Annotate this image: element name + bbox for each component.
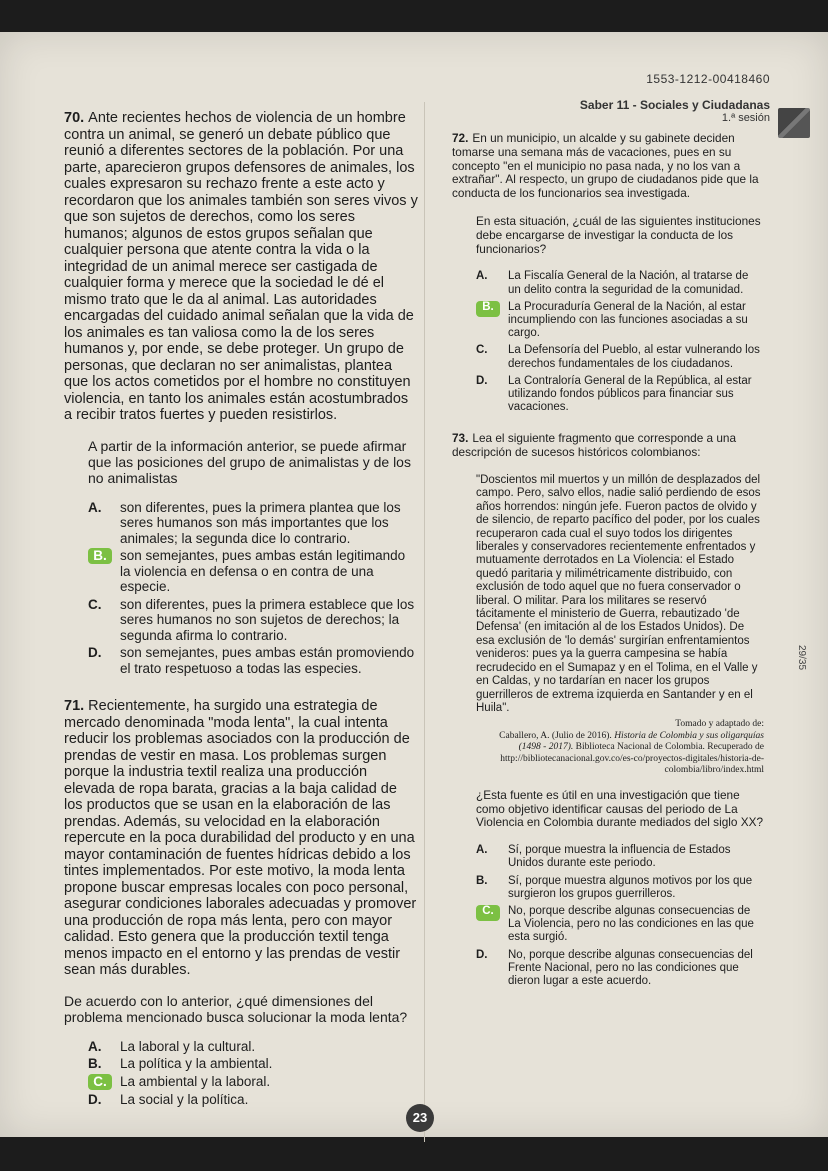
option-a[interactable] bbox=[476, 270, 764, 296]
question-text: Lea el siguiente fragmento que corresponde a una descripción de sucesos históricos colombianos: bbox=[452, 431, 737, 460]
option-text: No, porque describe algunas consecuencias de La Violencia, pero no las condiciones en las que esta surgió. bbox=[508, 905, 754, 944]
question-text: Ante recientes hechos de violencia de un hombre contra un animal, se generó un debate público que reunió a diferentes sectores de la población. Por una parte, aparecieron grupos defensores de animales, los cuales expresaron su rechazo frente a este acto y recordaron que los animales también son seres vivos y que son sujetos de derechos, como los seres humanos; algunos de estos grupos señalan que cualquier persona que atente contra la vida o la integridad de un animal merece ser castigada de cualquier forma y merece que la sociedad le dé el mismo trato que le da al animal. Las autoridades encargadas del cuidado animal señalan que la vida de los animales es tan valiosa como la de los seres humanos y, por ende, se debe proteger. Un grupo de personas, que declaran no ser animalistas, plantea que los actos cometidos por el hombre no constituyen violencia, en tanto los animales están acostumbrados a recibir tratos fuertes y pueden resistirlos. bbox=[64, 110, 418, 423]
option-text: La Fiscalía General de la Nación, al tratarse de un delito contra la seguridad de la comunidad. bbox=[508, 270, 749, 296]
question-73 bbox=[452, 432, 764, 460]
question-number: 72. bbox=[452, 131, 469, 145]
question-prompt: A partir de la información anterior, se puede afirmar que las posiciones del grupo de animalistas y de los no animalistas bbox=[88, 437, 411, 486]
option-letter-selected: B. bbox=[476, 301, 500, 317]
question-70 bbox=[64, 110, 419, 424]
option-letter: D. bbox=[476, 948, 488, 961]
option-letter: A. bbox=[476, 270, 488, 283]
question-prompt: ¿Esta fuente es útil en una investigación que tiene como objetivo identificar causas del periodo de La Violencia en Colombia durante mediados del siglo XX? bbox=[476, 787, 764, 830]
option-letter-selected: B. bbox=[88, 548, 112, 564]
exam-subject: Saber 11 - Sociales y Ciudadanas bbox=[579, 98, 770, 112]
option-text: La Defensoría del Pueblo, al estar vulnerando los derechos fundamentales de los ciudadanos. bbox=[508, 344, 760, 370]
exam-session: 1.ª sesión bbox=[721, 112, 770, 124]
citation-source: Biblioteca Nacional de Colombia. Recuperado de http://bibliotecanacional.gov.co/es-co/proyectos-digitales/historia-de-colombia/libro/index.html bbox=[500, 742, 764, 776]
source-citation bbox=[492, 719, 764, 777]
option-text: son diferentes, pues la primera plantea que los seres humanos son más importantes que los animales; la segunda dice lo contrario. bbox=[120, 499, 401, 546]
citation-head: Tomado y adaptado de: bbox=[675, 719, 764, 730]
option-letter: A. bbox=[476, 844, 488, 857]
option-d[interactable] bbox=[476, 949, 764, 989]
question-prompt: En esta situación, ¿cuál de las siguientes instituciones debe encargarse de investigar la conducta de los funcionarios? bbox=[476, 213, 761, 256]
option-c[interactable] bbox=[476, 905, 764, 945]
question-72 bbox=[452, 132, 764, 201]
question-text: En un municipio, un alcalde y su gabinete deciden tomarse una semana más de vacaciones, pues en su concepto "en el municipio no pasa nada, y no los van a extrañar". Al respecto, un grupo de ciudadanos pide que la conducta de los funcionarios sea investigada. bbox=[452, 131, 759, 201]
option-d[interactable] bbox=[88, 1092, 419, 1108]
option-text: son semejantes, pues ambas están legitimando la violencia en defensa o en contra de una especie. bbox=[120, 548, 406, 594]
option-a[interactable] bbox=[88, 500, 419, 547]
option-c[interactable] bbox=[88, 597, 419, 644]
option-a[interactable] bbox=[476, 844, 764, 870]
option-letter: B. bbox=[476, 874, 488, 887]
question-prompt: De acuerdo con lo anterior, ¿qué dimensiones del problema mencionado busca solucionar la moda lenta? bbox=[64, 992, 408, 1025]
question-71 bbox=[64, 698, 419, 979]
exam-code: 1553-1212-00418460 bbox=[646, 72, 770, 86]
option-letter: C. bbox=[476, 344, 488, 357]
option-c[interactable] bbox=[476, 344, 764, 370]
page-header bbox=[580, 72, 770, 124]
citation-title: Historia de Colombia y sus oligarquías (1498 - 2017). bbox=[518, 730, 764, 753]
option-text: La laboral y la cultural. bbox=[120, 1038, 256, 1054]
option-letter-selected: C. bbox=[88, 1074, 112, 1090]
question-number: 70. bbox=[64, 110, 85, 126]
option-text: son semejantes, pues ambas están promoviendo el trato respetuoso a todas las especies. bbox=[120, 645, 415, 676]
option-text: No, porque describe algunas consecuencias del Frente Nacional, pero no las condiciones que dieron lugar a este acuerdo. bbox=[508, 948, 753, 988]
option-text: La ambiental y la laboral. bbox=[120, 1073, 271, 1089]
option-b[interactable] bbox=[476, 301, 764, 341]
citation-author: Caballero, A. (Julio de 2016). bbox=[499, 730, 612, 741]
left-column bbox=[64, 110, 419, 1109]
logo-icon bbox=[778, 108, 810, 138]
option-d[interactable] bbox=[476, 375, 764, 415]
option-d[interactable] bbox=[88, 645, 419, 676]
exam-page bbox=[0, 32, 828, 1137]
source-quote: "Doscientos mil muertos y un millón de desplazados del campo. Pero, salvo ellos, nadie salió perdiendo de esos años horrendos: ningún jefe. Fueron pactos de olvido y de silencio, de reparto pacífico del poder, por los cuales recuperaron cada cual el suyo todos los dirigentes liberales y conservadores recientemente enfrentados y mutuamente derrotados en La Violencia: el Estado quedó paritaria y milimétricamente distribuido, con exclusión de todo aquel que no fuera conservador o liberal. O militar. Para los militares se reservó tácitamente el ministerio de Guerra, rebautizado 'de Defensa' (en imitación al de los Estados Unidos). De esa exclusión de 'lo demás' surgirían enfrentamientos venideros: pues ya la guerra campesina se había recrudecido en el Sumapaz y en el Tolima, en el Valle y en Caldas, y no tardarían en nacer los grupos guerrilleros de extrema izquierda en Santander y en el Huila". bbox=[476, 474, 761, 714]
option-text: La Contraloría General de la República, al estar utilizando fondos públicos para financiar sus vacaciones. bbox=[508, 374, 752, 414]
option-letter: D. bbox=[88, 645, 102, 660]
option-text: La Procuraduría General de la Nación, al estar incumpliendo con las funciones asociadas a su cargo. bbox=[508, 300, 748, 340]
question-text: Recientemente, ha surgido una estrategia de mercado denominada "moda lenta", la cual intenta reducir los problemas asociados con la producción de prendas de vestir en masa. Los problemas surgen porque la industria textil realiza una producción elevada de ropa barata, gracias a la baja calidad de los productos que se usan en la elaboración de las prendas. Además, su velocidad en la elaboración repercute en la poca durabilidad del producto y en una mayor contaminación de fuentes hídricas debido a los tintes implementados. Por este motivo, la moda lenta propone buscar empresas locales con poco personal, asegurar condiciones laborales adecuadas y promover una producción de ropa más lenta, pero con mayor calidad. Esto genera que la producción textil tenga menos impacto en el entorno y las prendas de vestir sean más durables. bbox=[64, 698, 417, 978]
option-b[interactable] bbox=[88, 1056, 419, 1072]
option-b[interactable] bbox=[88, 548, 419, 595]
option-letter-selected: C. bbox=[476, 905, 500, 921]
option-text: Sí, porque muestra algunos motivos por los que surgieron los grupos guerrilleros. bbox=[508, 874, 753, 900]
option-c[interactable] bbox=[88, 1074, 419, 1090]
option-a[interactable] bbox=[88, 1039, 419, 1055]
option-text: Sí, porque muestra la influencia de Estados Unidos durante este periodo. bbox=[508, 844, 731, 870]
option-letter: B. bbox=[88, 1056, 102, 1071]
right-column bbox=[452, 132, 764, 992]
page-number: 23 bbox=[406, 1104, 434, 1132]
option-letter: D. bbox=[88, 1091, 102, 1107]
option-text: La política y la ambiental. bbox=[120, 1056, 273, 1071]
option-b[interactable] bbox=[476, 875, 764, 901]
option-text: La social y la política. bbox=[120, 1091, 249, 1107]
option-letter: A. bbox=[88, 499, 102, 515]
option-text: son diferentes, pues la primera establece que los seres humanos no son sujetos de derechos; la segunda afirma lo contrario. bbox=[120, 596, 415, 643]
option-letter: A. bbox=[88, 1038, 102, 1054]
question-number: 73. bbox=[452, 431, 469, 446]
question-number: 71. bbox=[64, 698, 85, 714]
option-letter: C. bbox=[88, 596, 102, 612]
page-counter: 29/35 bbox=[795, 644, 807, 671]
option-letter: D. bbox=[476, 374, 488, 387]
